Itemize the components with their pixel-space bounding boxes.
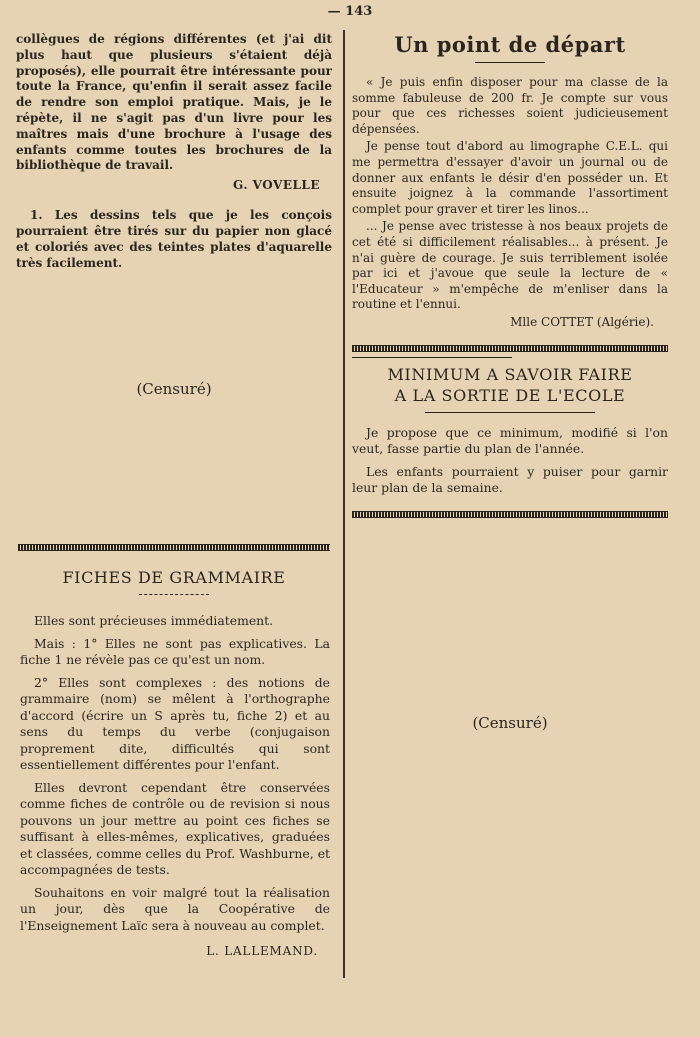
fiches-paragraph-4: Elles devront cependant être conservées comme fiches de contrôle ou de revision si nous pouvons un jour mettre au point ces fiches se suffisant à elles-mêmes, explicatives, graduées et classées, comme celles du Prof. Washburne, et accompagnées de tests. [20,779,330,877]
signature-lallemand: L. LALLEMAND. [206,944,318,958]
fiches-paragraph-2: Mais : 1° Elles ne sont pas explicatives. La fiche 1 ne révèle pas ce qu'est un nom. [20,635,330,667]
minimum-paragraph-2: Les enfants pourraient y puiser pour garnir leur plan de la semaine. [352,463,668,496]
minimum-title-line-2: A LA SORTIE DE L'ECOLE [394,385,626,405]
fiches-title: FICHES DE GRAMMAIRE [62,568,286,587]
fiches-paragraph-3: 2° Elles sont complexes : des notions de grammaire (nom) se mêlent à l'orthographe d'accord (écrire un S après tu, fiche 2) et au sens du temps du verbe (conjugaison proprement dite, difficultés qui sont essentiellement différentes pour l'enfant. [20,674,330,772]
signature-cottet: Mlle COTTET (Algérie). [510,314,654,329]
footnote: 1. Les dessins tels que je les conçois pourraient être tirés sur du papier non glacé et coloriés avec des teintes plates d'aquarelle très facilement. [16,208,332,270]
title-ornament [139,594,209,597]
left-column [16,32,332,958]
fiches-section [18,544,330,958]
column-divider [343,30,345,978]
continued-article-text: collègues de régions différentes (et j'ai dit plus haut que plusieurs s'étaient déjà proposés), elle pourrait être intéressante pour toute la France, qu'enfin il serait assez facile de rendre son emploi pratique. Mais, je le répète, il ne s'agit pas d'un livre pour les maîtres mais d'une brochure à l'usage des enfants comme toutes les brochures de la bibliothèque de travail. [16,32,332,173]
signature-vovelle: G. VOVELLE [233,178,320,193]
censored-block-left: (Censuré) [136,380,212,398]
minimum-paragraph-1: Je propose que ce minimum, modifié si l'on veut, fasse partie du plan de l'année. [352,424,668,457]
depart-paragraph-1: « Je puis enfin disposer pour ma classe de la somme fabuleuse de 200 fr. Je compte sur vous pour que ces richesses soient judicieusement dépensées. [352,75,668,136]
censored-block-right: (Censuré) [472,714,548,732]
minimum-underline [425,412,595,413]
fiches-paragraph-1: Elles sont précieuses immédiatement. [34,613,274,628]
depart-body [352,75,668,313]
depart-title: Un point de départ [394,32,626,57]
fiches-paragraph-5: Souhaitons en voir malgré tout la réalisation un jour, dès que la Coopérative de l'Enseignement Laïc sera à nouveau au complet. [20,884,330,933]
page-number: — 143 [327,4,373,19]
depart-paragraph-3: ... Je pense avec tristesse à nos beaux projets de cet été si difficilement réalisables... à présent. Je n'ai guère de courage. Je suis terriblement isolée par ici et j'avoue que seule la lecture de « l'Educateur » m'empêche de m'enliser dans la routine et l'ennui. [352,219,668,312]
section-band-3 [352,511,668,518]
minimum-section [352,364,668,497]
depart-paragraph-2: Je pense tout d'abord au limographe C.E.L. qui me permettra d'essayer d'avoir un journal ou de donner aux enfants le désir d'en posséder un. Et ensuite joignez à la commande l'assortiment complet pour graver et tirer les linos... [352,139,668,216]
minimum-title-line-1: MINIMUM A SAVOIR FAIRE [387,364,633,384]
minimum-body [352,425,668,497]
section-thin-rule [352,357,512,358]
right-column [352,32,668,732]
fiches-body [18,613,330,934]
title-underline [475,62,545,63]
section-band-2 [352,345,668,352]
section-band [18,544,330,551]
